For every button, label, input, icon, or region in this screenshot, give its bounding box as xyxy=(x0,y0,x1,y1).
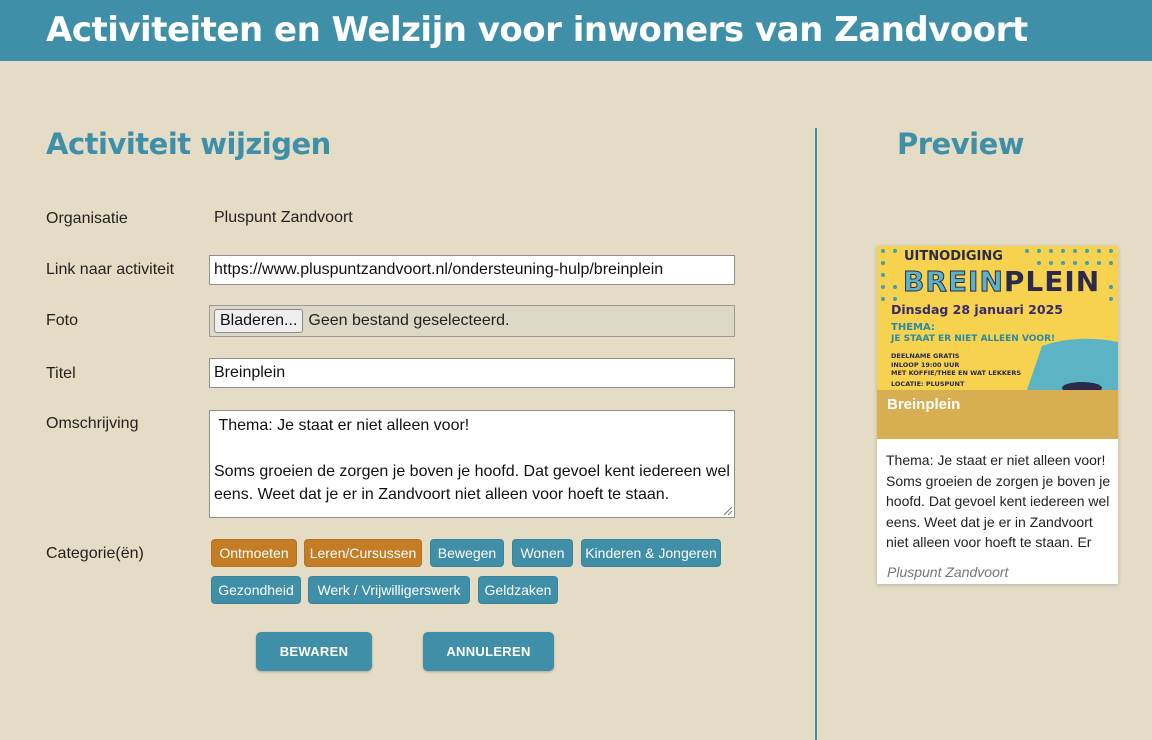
category-tag-gezondheid[interactable] xyxy=(211,576,301,604)
link-input-value: https://www.pluspuntzandvoort.nl/ondersteuning-hulp/breinplein xyxy=(214,261,664,278)
poster-line: LOCATIE: PLUSPUNT xyxy=(891,380,965,388)
poster-line: UITNODIGING xyxy=(904,249,1003,264)
form-heading: Activiteit wijzigen xyxy=(46,127,331,161)
category-tag-label: Gezondheid xyxy=(218,582,294,598)
link-label: Link naar activiteit xyxy=(46,261,175,278)
description-label: Omschrijving xyxy=(46,415,139,432)
category-tag-label: Geldzaken xyxy=(484,582,552,598)
save-button[interactable]: BEWAREN xyxy=(256,632,372,671)
category-tag-ontmoeten[interactable] xyxy=(211,539,297,567)
photo-label: Foto xyxy=(46,312,79,329)
title-label: Titel xyxy=(46,365,76,382)
category-tag-wonen[interactable] xyxy=(512,539,573,567)
photo-file-input[interactable] xyxy=(209,305,735,337)
category-tag-leren-cursussen[interactable] xyxy=(304,539,422,567)
category-tag-bewegen[interactable] xyxy=(430,539,504,567)
category-tag-kinderen-jongeren[interactable] xyxy=(581,539,721,567)
cancel-button[interactable]: ANNULEREN xyxy=(423,632,554,671)
category-tag-label: Werk / Vrijwilligerswerk xyxy=(317,582,461,598)
file-status: Geen bestand geselecteerd. xyxy=(308,312,510,329)
poster-line: THEMA: xyxy=(891,322,935,333)
organisation-value: Pluspunt Zandvoort xyxy=(214,209,353,226)
title-input[interactable] xyxy=(209,358,735,388)
poster-line: DEELNAME GRATIS xyxy=(891,352,960,360)
activity-preview-card[interactable] xyxy=(877,246,1118,584)
column-divider xyxy=(815,128,817,740)
card-description: Thema: Je staat er niet alleen voor! Soms groeien de zorgen je boven je hoofd. Dat gevoel kent iedereen wel eens. Weet dat je er in Zandvoort niet alleen voor hoeft te staan. Er xyxy=(886,452,1111,550)
category-tag-label: Ontmoeten xyxy=(219,545,289,561)
activity-poster-image xyxy=(877,246,1118,390)
poster-line: BREIN xyxy=(903,265,1004,298)
title-input-value: Breinplein xyxy=(214,364,286,381)
site-title: Activiteiten en Welzijn voor inwoners van Zandvoort xyxy=(46,10,1028,50)
organisation-label: Organisatie xyxy=(46,210,128,227)
category-tag-geldzaken[interactable] xyxy=(478,576,558,604)
browse-button[interactable]: Bladeren... xyxy=(214,309,303,333)
link-input[interactable] xyxy=(209,255,735,285)
category-tag-label: Bewegen xyxy=(437,545,497,561)
category-tag-label: Wonen xyxy=(520,545,565,561)
category-tag-werk-vrijwilligerswerk[interactable] xyxy=(308,576,470,604)
description-textarea[interactable] xyxy=(209,410,735,518)
poster-line: MET KOFFIE/THEE EN WAT LEKKERS xyxy=(891,369,1022,377)
category-tag-label: Kinderen & Jongeren xyxy=(585,545,717,561)
poster-line: PLEIN xyxy=(1003,265,1101,298)
preview-heading: Preview xyxy=(897,127,1025,161)
category-tag-label: Leren/Cursussen xyxy=(309,545,417,561)
resize-grip-icon[interactable] xyxy=(722,505,733,516)
poster-line: JE STAAT ER NIET ALLEEN VOOR! xyxy=(891,334,1056,344)
top-banner xyxy=(0,0,1152,61)
categories-label: Categorie(ën) xyxy=(46,545,144,562)
poster-line: INLOOP 19:00 UUR xyxy=(891,360,960,369)
card-title: Breinplein xyxy=(887,396,961,413)
card-organisation: Pluspunt Zandvoort xyxy=(887,564,1009,580)
poster-line: Dinsdag 28 januari 2025 xyxy=(891,302,1063,317)
description-text: Thema: Je staat er niet alleen voor! Soms groeien de zorgen je boven je hoofd. Dat gevoel kent iedereen wel eens. Weet dat je er in Zandvoort niet alleen voor hoeft te staan. xyxy=(214,417,730,503)
